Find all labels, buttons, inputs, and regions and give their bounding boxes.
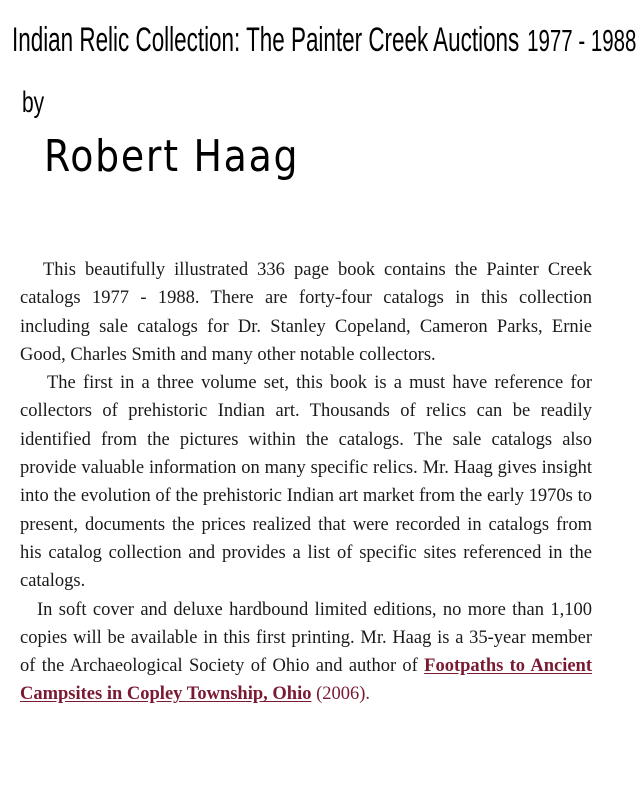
page-title xyxy=(12,18,636,63)
paragraph-1: This beautifully illustrated 336 page book contains the Painter Creek catalogs 1977 - 1988. There are forty-four catalogs in this collection including sale catalogs for Dr. Stanley Copeland, Cameron Parks, Ernie Good, Charles Smith and many other notable collectors. xyxy=(20,260,592,365)
description xyxy=(20,256,592,709)
publication-year: (2006). xyxy=(311,684,371,705)
title-main: Indian Relic Collection: The Painter Creek Auctions xyxy=(12,21,520,59)
book-title-link[interactable]: Footpaths to Ancient Campsites in Copley Township, Ohio xyxy=(20,656,592,705)
paragraph-3 xyxy=(20,596,592,709)
paragraph-3-text: In soft cover and deluxe hardbound limited editions, no more than 1,100 copies will be available in this first printing. Mr. Haag is a 35-year member of the Archaeological Society of Ohio and author of xyxy=(20,599,592,677)
title-years: 1977 - 1988 xyxy=(527,23,636,58)
paragraph-2: The first in a three volume set, this book is a must have reference for collectors of prehistoric Indian art. Thousands of relics can be readily identified from the pictures within the catalogs. The sale catalogs also provide valuable information on many specific relics. Mr. Haag gives insight into the evolution of the prehistoric Indian art market from the early 1970s to present, documents the prices realized that were recorded in catalogs from his catalog collection and provides a list of specific sites referenced in the catalogs. xyxy=(20,373,592,592)
by-label: by xyxy=(22,86,45,119)
author-name: Robert Haag xyxy=(44,131,300,182)
